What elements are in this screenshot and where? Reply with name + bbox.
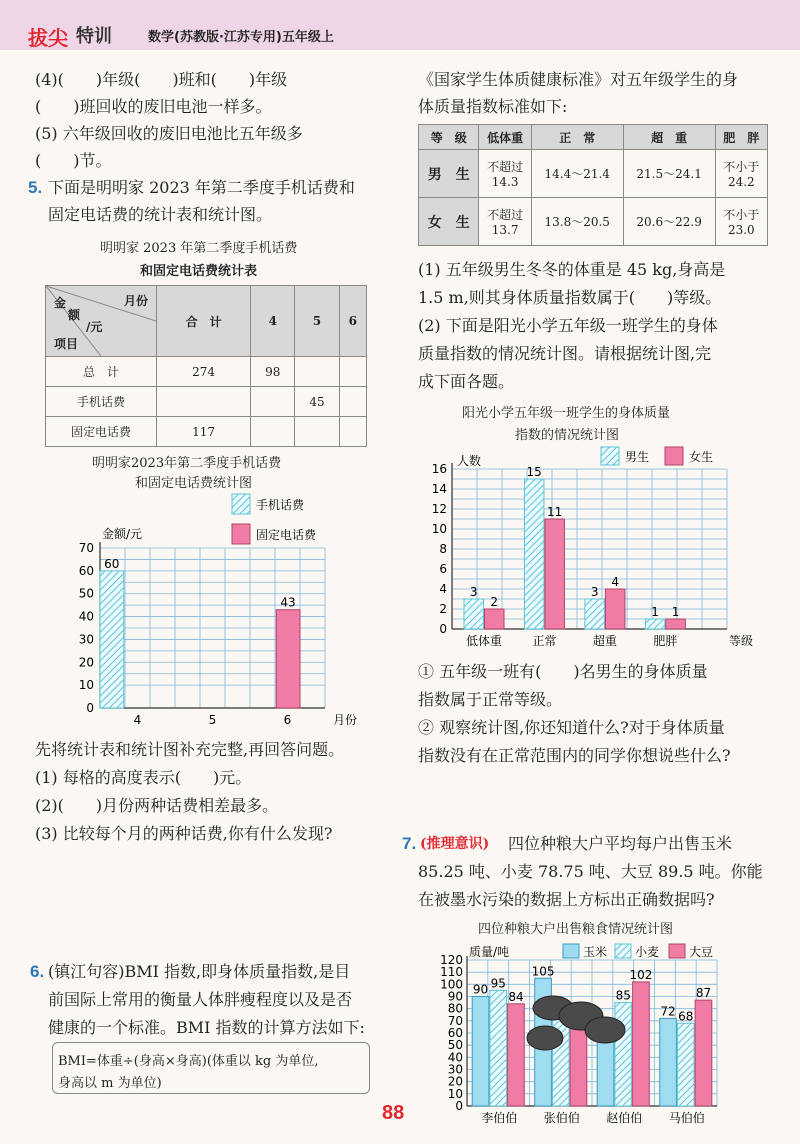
bmi-header: 超 重 <box>623 125 715 150</box>
table-cell: 117 <box>157 417 251 447</box>
legend-label-soybean: 大豆 <box>689 945 714 959</box>
y-tick-label: 70 <box>78 541 94 555</box>
table-corner-cell <box>46 286 157 357</box>
y-axis-label: 金额/元 <box>102 527 143 541</box>
legend-swatch-corn <box>563 944 579 958</box>
right-intro-line2: 体质量指数标准如下: <box>418 97 568 116</box>
table-cell <box>339 357 366 387</box>
bar <box>472 997 489 1107</box>
table-row <box>419 198 768 246</box>
col-header-6: 6 <box>339 286 366 357</box>
bar <box>615 1003 632 1106</box>
bar <box>276 610 300 708</box>
y-axis-label: 人数 <box>457 454 482 468</box>
x-tick-label: 马伯伯 <box>668 1111 705 1125</box>
bar <box>666 619 686 629</box>
table-row <box>46 357 367 387</box>
y-tick-label: 30 <box>78 632 94 647</box>
p6-line1: (镇江句容)BMI 指数,即身体质量指数,是目 <box>48 962 351 981</box>
q4-line2: ( )班回收的废旧电池一样多。 <box>35 97 272 116</box>
table-cell <box>295 357 339 387</box>
bar-value-label: 43 <box>280 595 296 610</box>
bar-value-label: 84 <box>508 989 524 1004</box>
chart2-title-line2: 指数的情况统计图 <box>515 428 620 443</box>
legend-swatch-mobile <box>232 494 250 514</box>
table-cell <box>251 387 295 417</box>
bar-value-label: 102 <box>629 967 653 982</box>
chart3-title: 四位种粮大户出售粮食情况统计图 <box>478 922 674 937</box>
x-tick-label: 5 <box>208 713 217 727</box>
chart1-title-line1: 明明家2023年第二季度手机话费 <box>92 456 282 471</box>
page-number: 88 <box>382 1102 405 1124</box>
bar-value-label: 1 <box>651 605 659 619</box>
bmi-header: 肥 胖 <box>715 125 767 150</box>
x-tick-label: 低体重 <box>465 634 503 648</box>
y-tick-label: 90 <box>447 989 463 1004</box>
q5-line1: (5) 六年级回收的废旧电池比五年级多 <box>35 124 303 143</box>
legend-swatch-boys <box>601 447 619 465</box>
y-tick-label: 4 <box>439 582 447 596</box>
bar-value-label: 2 <box>490 595 499 609</box>
r-q1-line1: (1) 五年级男生冬冬的体重是 45 kg,身高是 <box>418 260 726 279</box>
table-cell: 不小于 24.2 <box>715 150 767 198</box>
bmi-header: 等 级 <box>419 125 479 150</box>
row-label: 总 计 <box>46 357 157 387</box>
sub1-line1: ① 五年级一班有( )名男生的身体质量 <box>418 662 708 681</box>
problem-5-number: 5. <box>28 178 43 197</box>
subject-line: 数学(苏教版·江苏专用)五年级上 <box>148 30 334 45</box>
corner-amount-2: 额 <box>68 308 81 322</box>
brand-subtitle: 特训 <box>76 26 112 47</box>
sub2-line1: ② 观察统计图,你还知道什么?对于身体质量 <box>418 718 725 737</box>
y-tick-label: 40 <box>447 1050 463 1065</box>
y-tick-label: 2 <box>439 602 447 616</box>
y-tick-label: 120 <box>440 953 463 967</box>
bar <box>100 571 124 708</box>
p5-line2: 固定电话费的统计表和统计图。 <box>48 205 273 224</box>
r-q2-line2: 质量指数的情况统计图。请根据统计图,完 <box>418 344 712 363</box>
y-tick-label: 8 <box>439 542 447 556</box>
bar <box>677 1023 694 1106</box>
q4-line1: (4)( )年级( )班和( )年级 <box>35 70 288 89</box>
bar-value-label: 3 <box>590 585 599 599</box>
sub1-line2: 指数属于正常等级。 <box>418 690 563 709</box>
bar-value-label: 60 <box>104 556 120 571</box>
bmi-header: 低体重 <box>479 125 531 150</box>
r-q2-line1: (2) 下面是阳光小学五年级一班学生的身体 <box>418 316 718 335</box>
corner-item-label: 项目 <box>54 337 79 351</box>
table-cell: 不超过 13.7 <box>479 198 531 246</box>
r-q2-line3: 成下面各题。 <box>418 372 515 391</box>
x-tick-label: 4 <box>133 713 142 727</box>
legend-swatch-girls <box>665 447 683 465</box>
y-tick-label: 50 <box>447 1038 463 1053</box>
table-cell <box>339 387 366 417</box>
y-tick-label: 10 <box>78 678 94 693</box>
bar <box>545 519 565 629</box>
bar-value-label: 85 <box>615 988 631 1003</box>
y-tick-label: 20 <box>447 1074 463 1089</box>
y-tick-label: 12 <box>431 502 447 516</box>
x-axis-label: 等级 <box>729 634 754 648</box>
reasoning-tag: (推理意识) <box>420 836 490 852</box>
bmi-standard-table <box>418 124 768 246</box>
grain-chart <box>415 938 765 1133</box>
x-tick-label: 肥胖 <box>653 634 678 648</box>
row-label: 手机话费 <box>46 387 157 417</box>
sub2-line2: 指数没有在正常范围内的同学你想说些什么? <box>418 746 731 765</box>
r-q1-line2: 1.5 m,则其身体质量指数属于( )等级。 <box>418 288 722 307</box>
question-3: (3) 比较每个月的两种话费,你有什么发现? <box>35 824 333 843</box>
bar <box>645 619 665 629</box>
problem-6-number: 6. <box>30 962 45 981</box>
y-tick-label: 10 <box>447 1086 463 1101</box>
question-1: (1) 每格的高度表示( )元。 <box>35 768 252 787</box>
bar-value-label: 4 <box>611 575 619 589</box>
row-label: 男 生 <box>419 150 479 198</box>
bar-value-label: 95 <box>490 976 506 991</box>
p6-line3: 健康的一个标准。BMI 指数的计算方法如下: <box>48 1018 365 1037</box>
y-tick-label: 80 <box>447 1001 463 1016</box>
p6-line2: 前国际上常用的衡量人体胖瘦程度以及是否 <box>48 990 353 1009</box>
p5-line1: 下面是明明家 2023 年第二季度手机话费和 <box>48 178 355 197</box>
table-cell: 98 <box>251 357 295 387</box>
x-tick-label: 赵伯伯 <box>606 1111 643 1125</box>
y-tick-label: 16 <box>431 462 447 476</box>
table-cell: 13.8～20.5 <box>531 198 623 246</box>
bar-value-label: 3 <box>469 585 478 599</box>
bar <box>490 990 507 1106</box>
y-tick-label: 10 <box>431 522 447 536</box>
bar-value-label: 68 <box>678 1009 694 1024</box>
bar <box>485 609 505 629</box>
q-intro: 先将统计表和统计图补充完整,再回答问题。 <box>35 740 345 759</box>
x-tick-label: 正常 <box>532 634 557 648</box>
table-cell <box>157 387 251 417</box>
formula-line1: BMI=体重÷(身高×身高)(体重以 kg 为单位, <box>58 1054 319 1069</box>
q5-line2: ( )节。 <box>35 151 112 170</box>
table-cell: 274 <box>157 357 251 387</box>
bar <box>605 589 625 629</box>
chart2-title-line1: 阳光小学五年级一班学生的身体质量 <box>462 406 671 421</box>
table-cell <box>251 417 295 447</box>
corner-month-label: 月份 <box>123 294 148 308</box>
corner-amount-3: /元 <box>86 320 103 334</box>
legend-swatch-wheat <box>615 944 631 958</box>
y-tick-label: 20 <box>78 655 94 670</box>
bar <box>695 1000 712 1106</box>
y-tick-label: 0 <box>86 701 94 715</box>
y-tick-label: 14 <box>431 482 447 496</box>
table-cell: 45 <box>295 387 339 417</box>
legend-label-corn: 玉米 <box>583 945 608 959</box>
y-tick-label: 0 <box>439 622 447 636</box>
bar <box>660 1018 677 1106</box>
y-tick-label: 60 <box>78 563 94 578</box>
chart1-title-line2: 和固定电话费统计图 <box>135 476 253 491</box>
col-header-total: 合 计 <box>157 286 251 357</box>
y-tick-label: 6 <box>439 562 447 576</box>
x-axis-label: 月份 <box>333 713 358 727</box>
bmi-chart <box>415 443 765 653</box>
legend-label-girls: 女生 <box>689 450 714 464</box>
question-2: (2)( )月份两种话费相差最多。 <box>35 796 279 815</box>
p7-line1: 四位种粮大户平均每户出售玉米 <box>508 834 733 853</box>
bar <box>524 479 544 629</box>
corner-amount-1: 金 <box>54 296 67 310</box>
y-tick-label: 100 <box>440 977 463 992</box>
bar-value-label: 105 <box>531 964 555 979</box>
table-row <box>46 417 367 447</box>
brand-title: 拔尖 <box>28 26 68 50</box>
x-tick-label: 6 <box>283 713 292 727</box>
bar <box>585 599 605 629</box>
y-tick-label: 40 <box>78 609 94 624</box>
bar-value-label: 1 <box>671 605 680 619</box>
bar-value-label: 87 <box>695 986 712 1001</box>
legend-label-boys: 男生 <box>625 450 650 464</box>
col-header-4: 4 <box>251 286 295 357</box>
row-label: 固定电话费 <box>46 417 157 447</box>
legend-label-mobile: 手机话费 <box>256 498 305 512</box>
bmi-header: 正 常 <box>531 125 623 150</box>
bar-value-label: 15 <box>526 465 542 479</box>
table-cell: 20.6～22.9 <box>623 198 715 246</box>
phone-fee-chart <box>60 488 380 733</box>
x-tick-label: 超重 <box>592 634 617 648</box>
page-header <box>0 0 800 50</box>
formula-line2: 身高以 m 为单位) <box>58 1076 162 1091</box>
row-label: 女 生 <box>419 198 479 246</box>
bar-value-label: 72 <box>660 1004 676 1019</box>
table-cell <box>295 417 339 447</box>
table-row <box>46 387 367 417</box>
bar <box>464 599 484 629</box>
bar <box>633 982 650 1106</box>
y-tick-label: 30 <box>447 1062 463 1077</box>
table-title-line1: 明明家 2023 年第二季度手机话费 <box>100 241 298 256</box>
y-tick-label: 110 <box>440 965 463 980</box>
bar <box>508 1004 525 1106</box>
table-cell: 不超过 14.3 <box>479 150 531 198</box>
y-tick-label: 0 <box>455 1099 463 1113</box>
table-title-line2: 和固定电话费统计表 <box>140 264 258 279</box>
legend-swatch-soybean <box>669 944 685 958</box>
bar-value-label: 90 <box>472 982 489 997</box>
table-cell: 不小于 23.0 <box>715 198 767 246</box>
col-header-5: 5 <box>295 286 339 357</box>
table-cell <box>339 417 366 447</box>
ink-blot <box>527 1026 563 1050</box>
legend-label-landline: 固定电话费 <box>256 528 317 542</box>
ink-blot <box>585 1017 625 1043</box>
legend-label-wheat: 小麦 <box>635 945 660 959</box>
problem-7-number: 7. <box>402 834 417 853</box>
p7-line3: 在被墨水污染的数据上方标出正确数据吗? <box>418 890 715 909</box>
bar-value-label: 11 <box>547 505 563 519</box>
y-tick-label: 60 <box>447 1026 463 1040</box>
phone-fee-table <box>45 285 367 447</box>
y-tick-label: 50 <box>78 586 94 601</box>
x-tick-label: 李伯伯 <box>481 1111 518 1125</box>
p7-line2: 85.25 吨、小麦 78.75 吨、大豆 89.5 吨。你能 <box>418 862 763 881</box>
y-axis-label: 质量/吨 <box>469 945 510 959</box>
right-intro-line1: 《国家学生体质健康标准》对五年级学生的身 <box>418 70 739 89</box>
x-tick-label: 张伯伯 <box>543 1111 580 1125</box>
table-cell: 21.5～24.1 <box>623 150 715 198</box>
y-tick-label: 70 <box>447 1013 463 1028</box>
legend-swatch-landline <box>232 524 250 544</box>
table-cell: 14.4～21.4 <box>531 150 623 198</box>
table-row <box>419 150 768 198</box>
